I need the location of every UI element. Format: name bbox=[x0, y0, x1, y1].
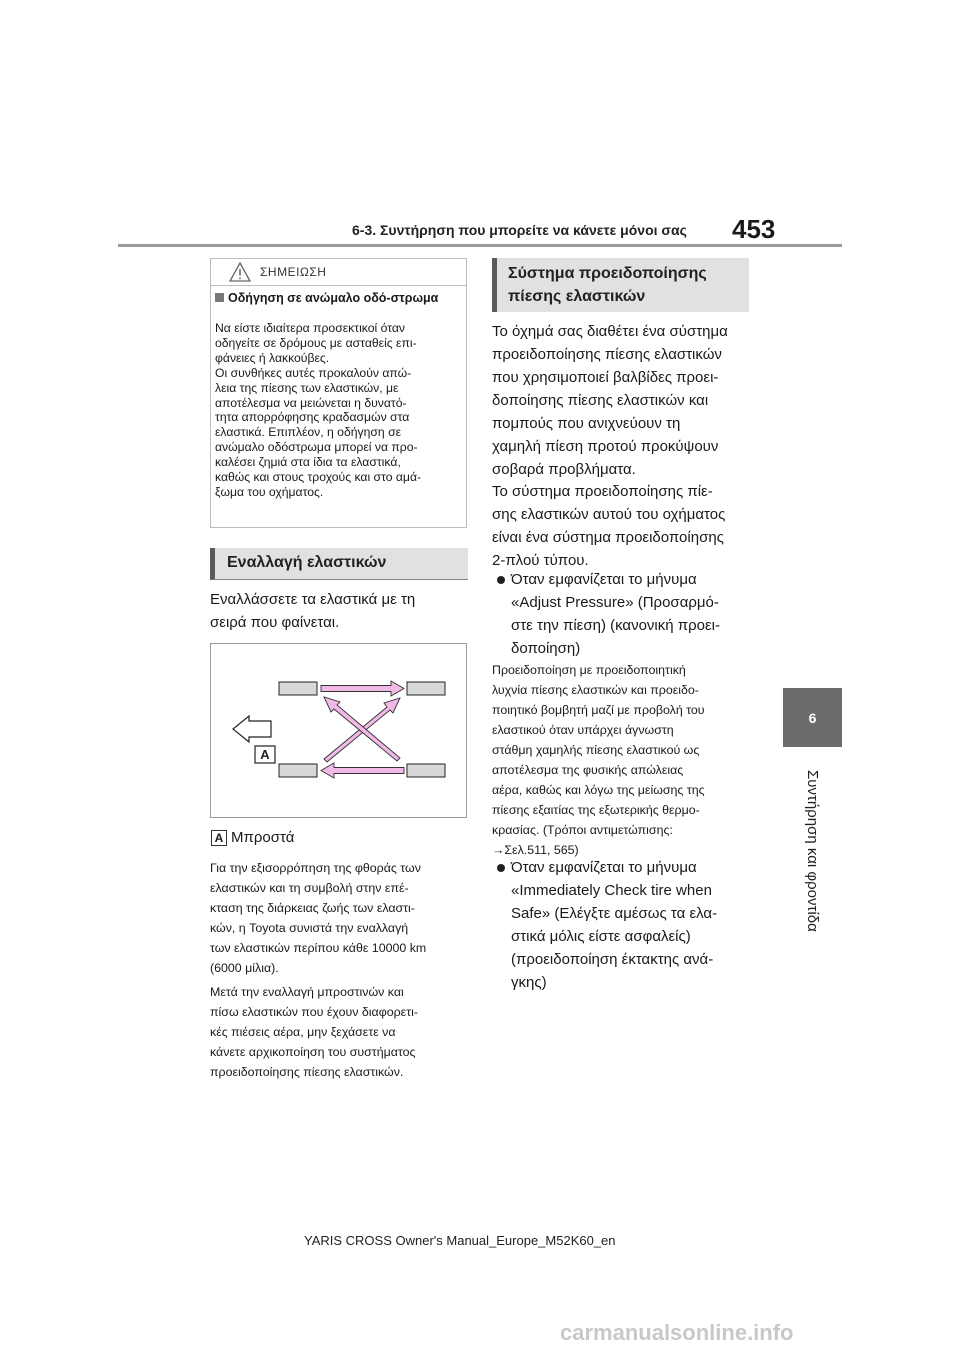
tpws-para-1: Το όχημά σας διαθέτει ένα σύστημα προειδοποίησης πίεσης ελαστικών που χρησιμοποιεί βαλβίδες προει- δοποίησης πίεσης ελαστικών και πομπούς που ανιχνεύουν τη χαμηλή πίεση προτού προκύψουν σοβαρά προβλήματα. bbox=[492, 323, 728, 478]
tire-front-left bbox=[279, 682, 317, 695]
legend-text: Μπροστά bbox=[231, 829, 295, 846]
figure-legend bbox=[211, 826, 294, 849]
bullet-adjust-pressure-detail: Προειδοποίηση με προειδοποιητική λυχνία πίεσης ελαστικών και προειδο- ποιητικό βομβητή μαζί με προβολή του ελαστικού όταν υπάρχει άγνωστη στάθμη χαμηλής πίεσης ελαστικού ως αποτέλεσμα της φυσικής απώλειας αέρα, καθώς και λόγω της μείωσης της πίεσης εξαιτίας της εξωτερικής θερμο- κρασίας. (Τρόποι αντιμετώπισης: →Σελ.511, 565) bbox=[492, 663, 705, 857]
notice-line: λεια της πίεσης των ελαστικών, με bbox=[215, 380, 399, 395]
header-rule bbox=[118, 244, 842, 247]
legend-tag: A bbox=[211, 830, 227, 846]
notice-box bbox=[210, 258, 467, 528]
rotation-figure bbox=[210, 643, 467, 818]
rotation-heading: Εναλλαγή ελαστικών bbox=[210, 548, 468, 580]
figure-tag: A bbox=[260, 747, 270, 762]
notice-line: Οι συνθήκες αυτές προκαλούν απώ- bbox=[215, 365, 412, 380]
page-number: 453 bbox=[732, 214, 776, 244]
tire-rear-right bbox=[407, 764, 445, 777]
arrow-fl-to-fr bbox=[321, 681, 404, 696]
notice-line: καλέσει ζημιά στα ίδια τα ελαστικά, bbox=[215, 455, 401, 470]
square-bullet-icon bbox=[215, 293, 224, 302]
notice-line: αποτέλεσμα να μειώνεται η δυνατό- bbox=[215, 395, 407, 410]
notice-line: ελαστικά. Επιπλέον, η οδήγηση σε bbox=[215, 425, 402, 440]
rotation-para-1: Για την εξισορρόπηση της φθοράς των ελαστικών και τη συμβολή στην επέ- κταση της διάρκειας ζωής των ελαστι- κών, η Toyota συνιστά την εναλλαγή των ελαστικών περίπου κάθε 10000 km (6000 μίλια). bbox=[210, 861, 427, 975]
rotation-para-2: Μετά την εναλλαγή μπροστινών και πίσω ελαστικών που έχουν διαφορετι- κές πιέσεις αέρα, μην ξεχάσετε να κάνετε αρχικοποίηση του συστήματος προειδοποίησης πίεσης ελαστικών. bbox=[210, 985, 418, 1079]
front-direction-icon bbox=[233, 716, 271, 742]
tpws-para-2: Το σύστημα προειδοποίησης πίε- σης ελαστικών αυτού του οχήματος είναι ένα σύστημα προειδοποίησης 2-πλού τύπου. bbox=[492, 483, 726, 569]
chapter-title: Συντήρηση και φροντίδα bbox=[804, 770, 821, 932]
bullet-dot-icon bbox=[497, 576, 505, 584]
bullet-dot-icon bbox=[497, 864, 505, 872]
tire-front-right bbox=[407, 682, 445, 695]
chapter-tab bbox=[783, 688, 842, 747]
notice-line: καθώς και στους τροχούς και στο αμά- bbox=[215, 470, 422, 485]
tire-rear-left bbox=[279, 764, 317, 777]
watermark: carmanualsonline.info bbox=[560, 1320, 794, 1345]
notice-header bbox=[211, 259, 466, 286]
notice-line: ξωμα του οχήματος. bbox=[215, 484, 324, 499]
rotation-intro: Εναλλάσσετε τα ελαστικά με τη σειρά που φαίνεται. bbox=[210, 591, 416, 631]
notice-line: τητα απορρόφησης κραδασμών στα bbox=[215, 410, 410, 425]
warning-icon bbox=[228, 261, 252, 283]
notice-body bbox=[215, 321, 465, 500]
notice-line: οδηγείτε σε δρόμους με ασταθείς επι- bbox=[215, 335, 417, 350]
chapter-number: 6 bbox=[808, 709, 817, 726]
footer-text: YARIS CROSS Owner's Manual_Europe_M52K60_en bbox=[304, 1233, 616, 1248]
notice-subtitle: Οδήγηση σε ανώμαλο οδό-στρωμα bbox=[215, 291, 463, 305]
arrow-rr-to-rl bbox=[321, 763, 404, 778]
notice-line: ανώμαλο οδόστρωμα μπορεί να προ- bbox=[215, 440, 418, 455]
notice-label: ΣΗΜΕΙΩΣΗ bbox=[260, 265, 327, 279]
notice-line: Να είστε ιδιαίτερα προσεκτικοί όταν bbox=[215, 321, 405, 335]
tpws-heading: Σύστημα προειδοποίησης πίεσης ελαστικών bbox=[492, 258, 749, 312]
rotation-diagram bbox=[211, 644, 466, 817]
chapter-title-vertical bbox=[803, 770, 823, 930]
notice-line: φάνειες ή λακκούβες. bbox=[215, 350, 330, 365]
section-title: 6-3. Συντήρηση που μπορείτε να κάνετε μόνοι σας bbox=[352, 222, 687, 238]
